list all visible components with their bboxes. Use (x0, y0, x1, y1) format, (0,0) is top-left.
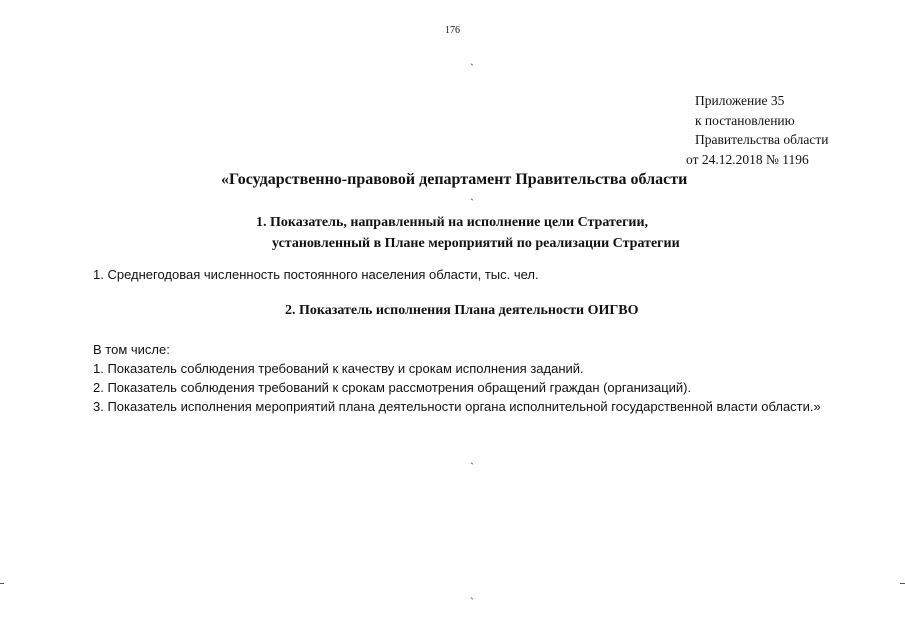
appendix-government: Правительства области (695, 132, 829, 147)
section-1-title-line-1: 1. Показатель, направленный на исполнение цели Стратегии, (256, 215, 649, 230)
list-item: 1. Показатель соблюдения требований к качеству и срокам исполнения заданий. (93, 361, 584, 376)
scan-mark: ` (470, 595, 474, 609)
list-item: 2. Показатель соблюдения требований к срокам рассмотрения обращений граждан (организаций). (93, 380, 692, 395)
department-title: «Государственно-правовой департамент Правительства области (221, 171, 688, 188)
including-list (93, 340, 821, 416)
scan-mark: ` (470, 460, 474, 474)
appendix-number: Приложение 35 (695, 93, 785, 108)
section-1-title (256, 212, 680, 254)
page-number: 176 (445, 25, 460, 36)
appendix-reference-block (686, 91, 828, 169)
section-2-title: 2. Показатель исполнения Плана деятельности ОИГВО (285, 303, 639, 318)
scan-mark: ` (470, 196, 474, 210)
list-item: 3. Показатель исполнения мероприятий плана деятельности органа исполнительной государственной власти области.» (93, 399, 821, 414)
indicator-population: 1. Среднегодовая численность постоянного населения области, тыс. чел. (93, 267, 539, 282)
scan-edge-mark-right (900, 583, 905, 584)
appendix-resolution: к постановлению (695, 112, 795, 128)
scan-mark: ` (470, 61, 474, 75)
scan-edge-mark-left (0, 583, 4, 584)
appendix-date: от 24.12.2018 № 1196 (686, 151, 809, 167)
including-intro: В том числе: (93, 342, 170, 357)
section-1-title-line-2: установленный в Плане мероприятий по реализации Стратегии (272, 236, 680, 251)
